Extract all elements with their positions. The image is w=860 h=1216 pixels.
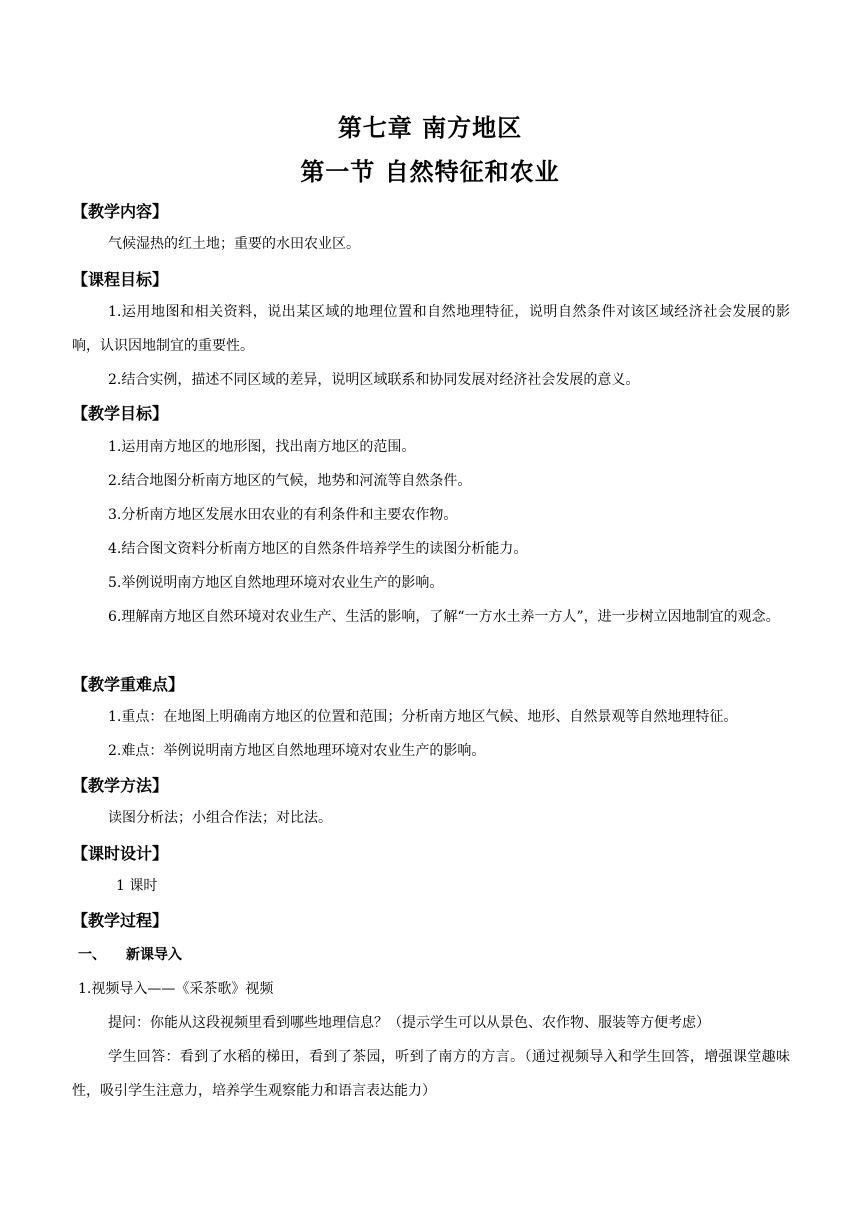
heading-curriculum-goals: 【课程目标】 xyxy=(72,270,169,289)
section-title: 第一节 自然特征和农业 xyxy=(300,158,560,186)
chapter-title: 第七章 南方地区 xyxy=(337,114,523,142)
heading-teaching-goals: 【教学目标】 xyxy=(72,404,169,423)
teaching-methods-text: 读图分析法；小组合作法；对比法。 xyxy=(108,810,332,826)
heading-teaching-process: 【教学过程】 xyxy=(72,911,169,930)
key-point-2: 2.难点：举例说明南方地区自然地理环境对农业生产的影响。 xyxy=(108,743,486,759)
teaching-goal-5: 5.举例说明南方地区自然地理环境对农业生产的影响。 xyxy=(108,575,444,591)
teaching-goal-6: 6.理解南方地区自然环境对农业生产、生活的影响，了解“一方水土养一方人”，进一步树立因地制宜的观念。 xyxy=(108,609,780,625)
curriculum-goal-1: 1.运用地图和相关资料，说出某区域的地理位置和自然地理特征，说明自然条件对该区域经济社会发展的影响，认识因地制宜的重要性。 xyxy=(72,304,790,354)
curriculum-goal-2: 2.结合实例，描述不同区域的差异，说明区域联系和协同发展对经济社会发展的意义。 xyxy=(108,372,640,388)
teaching-content-text: 气候湿热的红土地；重要的水田农业区。 xyxy=(108,236,360,252)
heading-teaching-methods: 【教学方法】 xyxy=(72,776,169,795)
teaching-goal-3: 3.分析南方地区发展水田农业的有利条件和主要农作物。 xyxy=(108,507,458,523)
process-subheading xyxy=(78,943,182,967)
process-answer: 学生回答：看到了水稻的梯田，看到了茶园，听到了南方的方言。（通过视频导入和学生回答，增强课堂趣味性，吸引学生注意力，培养学生观察能力和语言表达能力） xyxy=(72,1049,790,1099)
heading-teaching-content: 【教学内容】 xyxy=(72,202,169,221)
process-step-1: 1.视频导入——《采茶歌》视频 xyxy=(78,981,274,997)
teaching-goal-4: 4.结合图文资料分析南方地区的自然条件培养学生的读图分析能力。 xyxy=(108,541,528,557)
subheading-number: 一、 xyxy=(78,947,106,963)
key-point-1: 1.重点：在地图上明确南方地区的位置和范围；分析南方地区气候、地形、自然景观等自然地理特征。 xyxy=(108,709,738,725)
process-question: 提问：你能从这段视频里看到哪些地理信息？（提示学生可以从景色、农作物、服装等方便考虑） xyxy=(108,1015,710,1031)
teaching-goal-1: 1.运用南方地区的地形图，找出南方地区的范围。 xyxy=(108,439,416,455)
subheading-text: 新课导入 xyxy=(126,947,182,963)
heading-schedule: 【课时设计】 xyxy=(72,844,169,863)
teaching-goal-2: 2.结合地图分析南方地区的气候，地势和河流等自然条件。 xyxy=(108,473,472,489)
schedule-text: 1 课时 xyxy=(116,878,158,894)
heading-key-points: 【教学重难点】 xyxy=(72,675,185,694)
